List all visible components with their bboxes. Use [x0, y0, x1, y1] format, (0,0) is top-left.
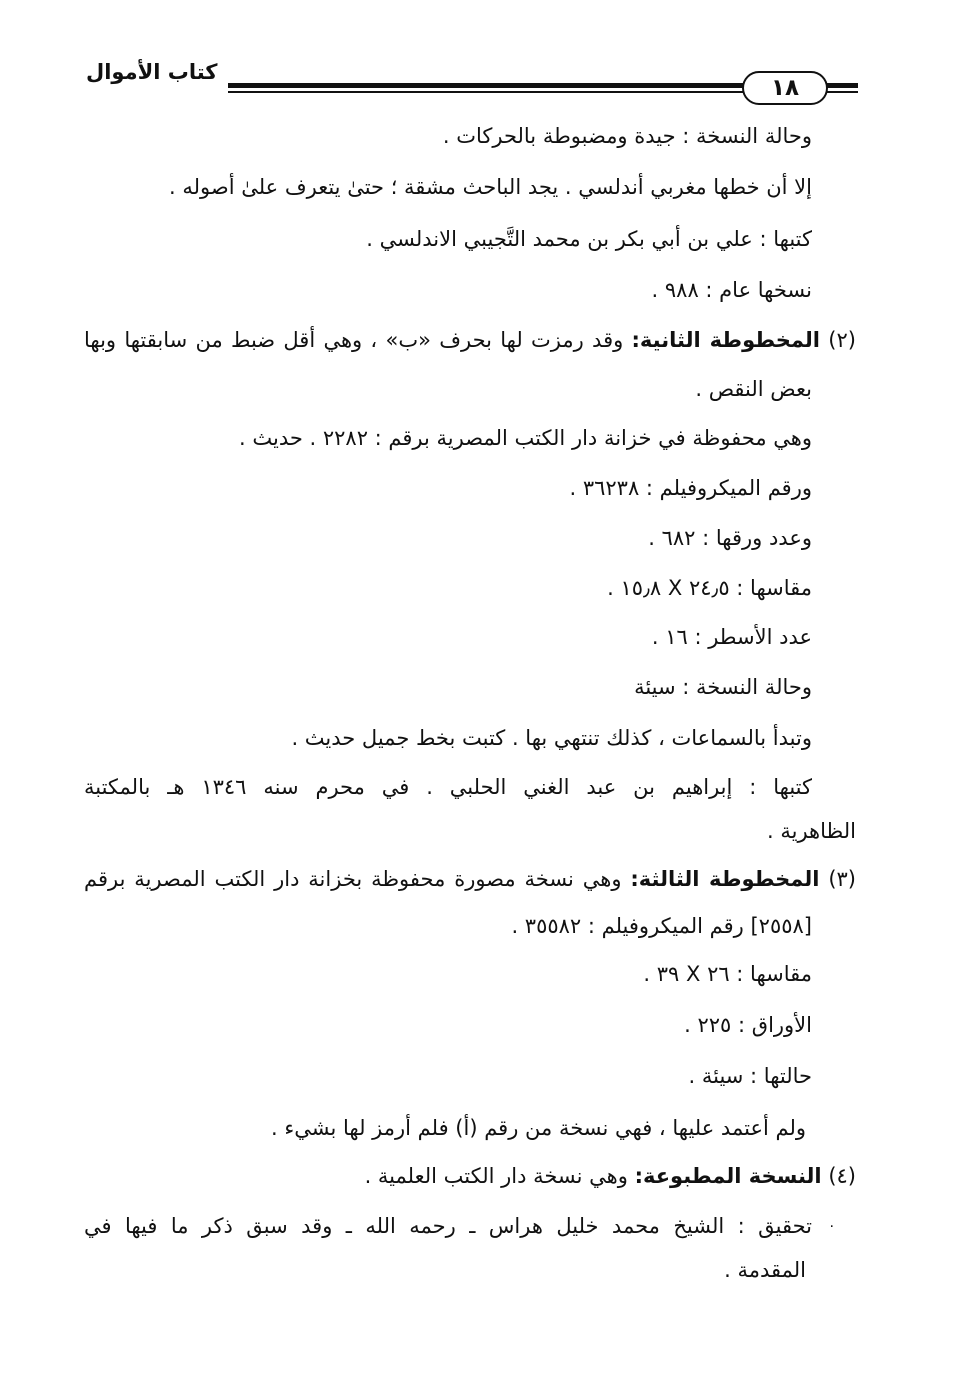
text-line: كتبها : علي بن أبي بكر بن محمد التَّجيبي الاندلسي .: [366, 227, 812, 251]
text-line: وعدد ورقها : ٦٨٢ .: [648, 526, 812, 550]
text-line: وحالة النسخة : جيدة ومضبوطة بالحركات .: [442, 124, 812, 148]
manuscript-3-number: (٣): [828, 867, 856, 891]
header-rule-thin-right: [826, 91, 858, 93]
text-line: مقاسها : ٢٤٫٥ X ١٥٫٨ .: [607, 576, 812, 600]
text-line: كتبها : إبراهيم بن عبد الغني الحلبي . في محرم سنه ١٣٤٦ هـ بالمكتبة: [84, 775, 812, 799]
text-line: [٢٥٥٨] رقم الميكروفيلم : ٣٥٥٨٢ .: [511, 914, 812, 938]
text-line: وتبدأ بالسماعات ، كذلك تنتهي بها . كتبت بخط جميل حديث .: [291, 726, 812, 750]
text-line: إلا أن خطها مغربي أندلسي . يجد الباحث مشقة ؛ حتىٰ يتعرف علىٰ أصوله .: [169, 175, 812, 199]
text-line: حالتها : سيئة .: [688, 1064, 812, 1088]
text-line: وحالة النسخة : سيئة: [634, 675, 812, 699]
manuscript-3-text: وهي نسخة مصورة محفوظة بخزانة دار الكتب المصرية برقم: [84, 867, 631, 891]
header-rule-thick: [228, 83, 746, 88]
text-line: نسخها عام : ٩٨٨ .: [651, 278, 812, 302]
text-line: تحقيق : الشيخ محمد خليل هراس ـ رحمه الله ـ وقد سبق ذكر ما فيها في: [84, 1214, 812, 1238]
manuscript-3-label: المخطوطة الثالثة:: [630, 867, 820, 891]
header-rule-thick-right: [826, 83, 858, 88]
page-number: ١٨: [742, 71, 828, 105]
text-line: عدد الأسطر : ١٦ .: [651, 625, 812, 649]
manuscript-2-label: المخطوطة الثانية:: [631, 328, 821, 352]
printed-edition-label: النسخة المطبوعة:: [634, 1164, 822, 1188]
text-line: ولم أعتمد عليها ، فهي نسخة من رقم (أ) فلم أرمز لها بشيء .: [271, 1116, 806, 1140]
text-line: مقاسها : ٢٦ X ٣٩ .: [643, 962, 812, 986]
manuscript-2-text: وقد رمزت لها بحرف «ب» ، وهي أقل ضبط من سابقتها وبها: [84, 328, 632, 352]
text-line: الظاهرية .: [767, 819, 856, 843]
manuscript-3-line: [84, 863, 856, 895]
text-line: بعض النقص .: [695, 377, 812, 401]
bullet-mark: ٠: [828, 1218, 836, 1234]
printed-edition-text: وهي نسخة دار الكتب العلمية .: [364, 1164, 635, 1188]
manuscript-2-line: [84, 324, 856, 356]
manuscript-2-number: (٢): [828, 328, 856, 352]
header-rule-thin: [228, 91, 746, 93]
text-line: وهي محفوظة في خزانة دار الكتب المصرية برقم : ٢٢٨٢ . حديث .: [239, 426, 812, 450]
printed-edition-line: [365, 1160, 856, 1192]
book-title: كتاب الأموال: [86, 60, 218, 84]
text-line: المقدمة .: [724, 1258, 806, 1282]
printed-edition-number: (٤): [828, 1164, 856, 1188]
text-line: الأوراق : ٢٢٥ .: [684, 1013, 812, 1037]
text-line: ورقم الميكروفيلم : ٣٦٢٣٨ .: [569, 476, 812, 500]
